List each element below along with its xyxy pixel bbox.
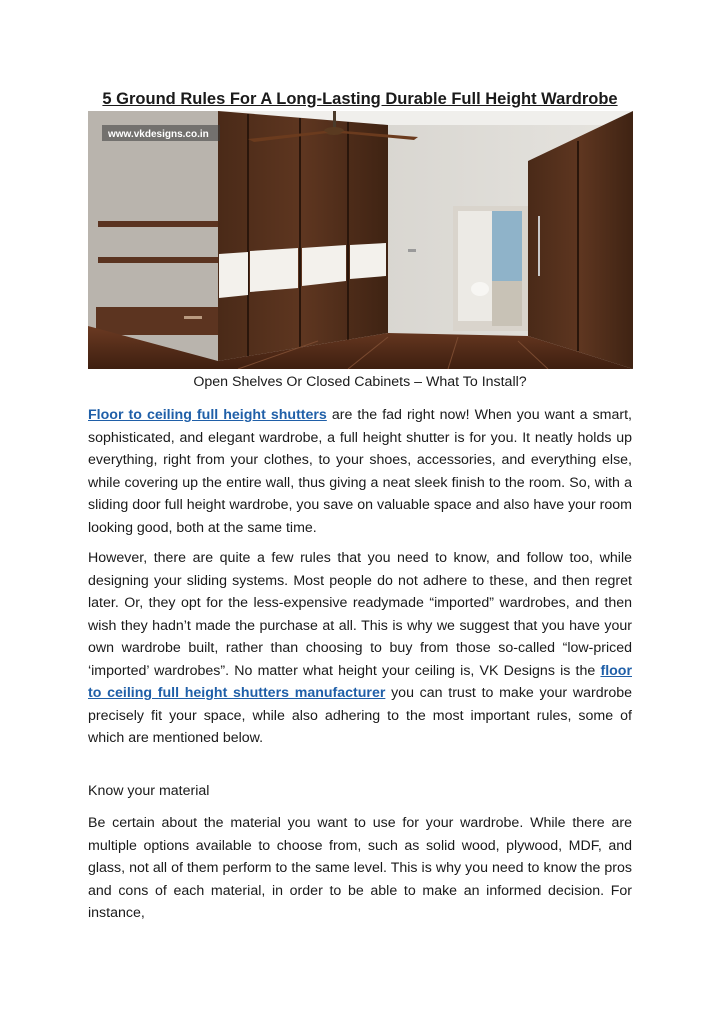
paragraph-1 — [88, 404, 632, 539]
section-heading: Know your material — [88, 783, 210, 799]
paragraph-3: Be certain about the material you want to use for your wardrobe. While there are multiple options available to choose from, such as solid wood, plywood, MDF, and glass, not all of them perform to the same level. This is why you need to know the pros and cons of each material, in order to be able to make an informed decision. For instance, — [88, 815, 632, 921]
paragraph-2-text-after: you can trust to make your wardrobe precisely fit your space, while also adhering to the most important rules, some of which are mentioned below. — [88, 685, 632, 746]
wardrobe-photo — [88, 111, 633, 369]
shutters-manufacturer-link[interactable]: floor to ceiling full height shutters manufacturer — [88, 662, 632, 701]
watermark-text: www.vkdesigns.co.in — [108, 129, 209, 140]
full-height-shutters-link[interactable]: Floor to ceiling full height shutters — [88, 407, 327, 423]
image-caption: Open Shelves Or Closed Cabinets – What To Install? — [193, 374, 527, 390]
paragraph-1-text: are the fad right now! When you want a smart, sophisticated, and elegant wardrobe, a full height shutter is for you. It neatly holds up everything, right from your clothes, to your shoes, accessories, and everything else, while covering up the entire wall, thus giving a neat sleek finish to the room. So, with a sliding door full height wardrobe, you save on valuable space and also have your room looking good, both at the same time. — [88, 407, 632, 536]
paragraph-2-text-before: However, there are quite a few rules that you need to know, and follow too, while designing your sliding systems. Most people do not adhere to these, and then regret later. Or, they opt for the less-expensive readymade “imported” wardrobes, and then wish they hadn’t made the purchase at all. This is why we suggest that you have your own wardrobe built, rather than choosing to buy from those so-called “low-priced ‘imported’ wardrobes”. No matter what height your ceiling is, VK Designs is the — [88, 550, 632, 679]
document-title: 5 Ground Rules For A Long-Lasting Durable Full Height Wardrobe — [102, 90, 618, 108]
paragraph-2 — [88, 547, 632, 750]
